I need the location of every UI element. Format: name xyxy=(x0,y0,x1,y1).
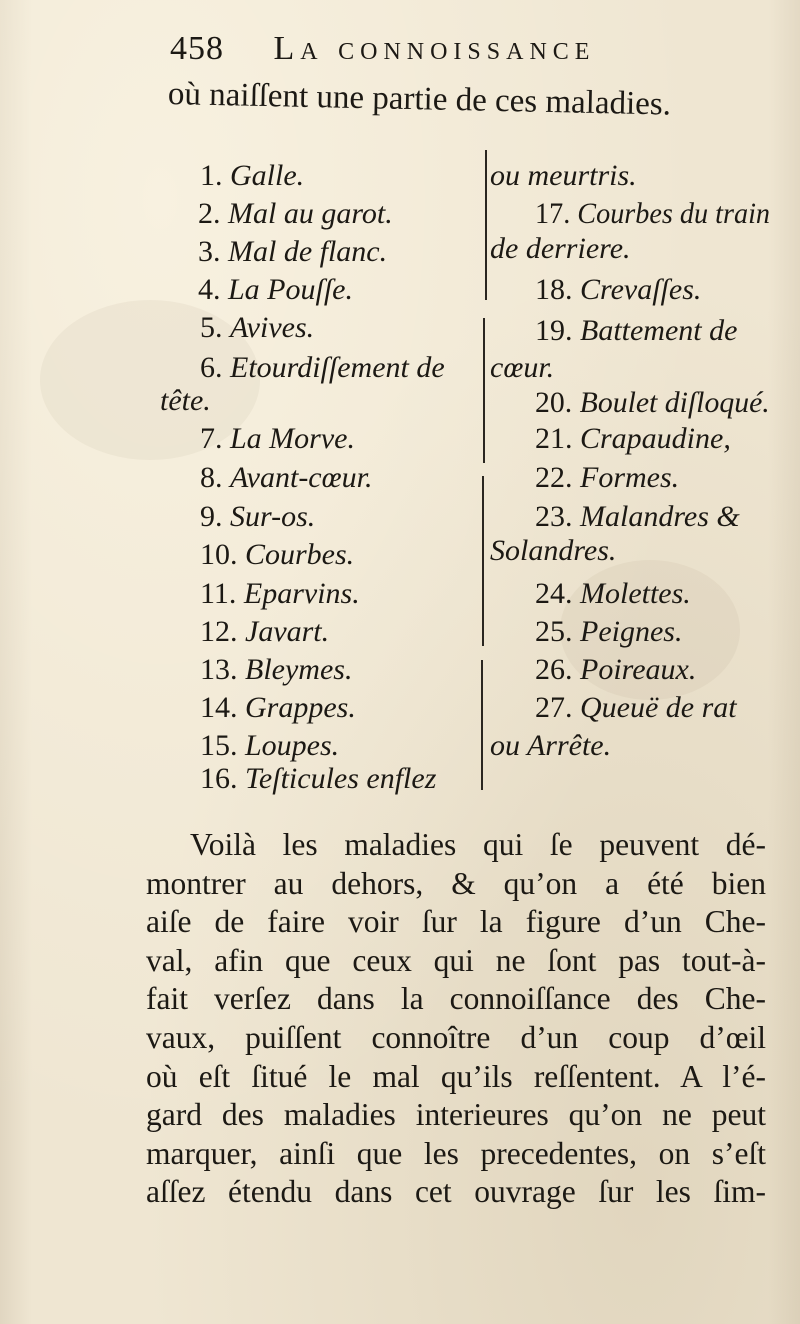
body-paragraph xyxy=(146,826,766,1212)
item-number: 27. xyxy=(535,691,580,724)
paragraph-line: val, afin que ceux qui ne ſont pas tout-à- xyxy=(146,942,766,978)
item-name: Formes. xyxy=(580,461,680,494)
paragraph-line: vaux, puiſſent connoître d’un coup d’œil xyxy=(146,1019,766,1055)
left-list-item xyxy=(200,310,314,346)
left-list-item xyxy=(200,421,355,457)
item-name: Boulet diſloqué. xyxy=(579,386,770,419)
right-list-item xyxy=(535,460,679,496)
item-number: 3. xyxy=(198,235,228,268)
item-name: Battement de xyxy=(580,314,738,347)
item-name: Avives. xyxy=(230,311,315,344)
left-list-item xyxy=(200,499,315,535)
item-name: Avant-cœur. xyxy=(230,461,373,494)
item-number: 22. xyxy=(535,461,580,494)
item-name: Poireaux. xyxy=(580,653,697,686)
item-number: 10. xyxy=(200,538,245,571)
right-list-item xyxy=(535,652,696,688)
right-list-item xyxy=(490,533,616,569)
item-name: La Pouſſe. xyxy=(228,273,353,306)
item-name: Javart. xyxy=(245,615,330,648)
right-list-item xyxy=(535,313,737,349)
left-list-item xyxy=(160,383,211,419)
item-number: 25. xyxy=(535,615,580,648)
running-header xyxy=(170,30,690,68)
item-name: Crapaudine, xyxy=(580,422,731,455)
item-name: Sur-os. xyxy=(230,500,316,533)
item-name: Crevaſſes. xyxy=(580,273,702,306)
item-name: ou Arrête. xyxy=(490,729,612,762)
item-number: 1. xyxy=(200,159,230,192)
left-list-item xyxy=(200,576,360,612)
left-list-item xyxy=(200,537,354,573)
item-name: Grappes. xyxy=(245,691,356,724)
right-list-item xyxy=(535,614,682,650)
item-name: Peignes. xyxy=(580,615,683,648)
paragraph-line: fait verſez dans la connoiſſance des Che- xyxy=(146,981,766,1017)
item-name: Malandres & xyxy=(580,500,740,533)
item-number: 2. xyxy=(198,197,228,230)
running-title: La connoissance xyxy=(273,30,596,67)
item-number: 9. xyxy=(200,500,230,533)
left-list-item xyxy=(198,272,353,308)
right-list-item xyxy=(535,690,737,726)
item-name: Mal de flanc. xyxy=(228,235,388,268)
paragraph-line: marquer, ainſi que les precedentes, on s’eſt xyxy=(146,1135,766,1171)
item-number: 8. xyxy=(200,461,230,494)
page-number: 458 xyxy=(170,30,224,67)
item-number: 11. xyxy=(200,577,244,610)
left-list-item xyxy=(200,652,352,688)
item-name: Etourdiſſement de xyxy=(230,351,445,384)
item-number: 7. xyxy=(200,422,230,455)
column-divider xyxy=(481,660,483,790)
right-list-item xyxy=(535,272,701,308)
item-number: 24. xyxy=(535,577,580,610)
left-list-item xyxy=(198,234,387,270)
right-list-item xyxy=(490,728,611,764)
item-name: La Morve. xyxy=(230,422,355,455)
paragraph-line: Voilà les maladies qui ſe peuvent dé- xyxy=(190,827,766,862)
item-name: ou meurtris. xyxy=(490,159,637,192)
item-number: 12. xyxy=(200,615,245,648)
item-name: Eparvins. xyxy=(243,577,360,610)
item-number: 20. xyxy=(535,386,580,419)
item-number: 5. xyxy=(200,311,230,344)
item-name: Mal au garot. xyxy=(228,197,393,230)
right-list-item xyxy=(490,350,554,386)
item-name: Loupes. xyxy=(245,729,340,762)
right-list-item xyxy=(535,576,691,612)
right-list-item xyxy=(535,421,731,457)
item-number: 6. xyxy=(200,351,230,384)
left-list-item xyxy=(200,158,304,194)
left-list-item xyxy=(198,196,393,232)
item-number: 26. xyxy=(535,653,580,686)
paragraph-line: aſſez étendu dans cet ouvrage ſur les ſim- xyxy=(146,1174,766,1210)
left-list-item xyxy=(200,460,373,496)
left-list-item xyxy=(200,614,329,650)
column-divider xyxy=(483,318,485,463)
column-divider xyxy=(485,150,487,300)
left-list-item xyxy=(200,350,445,386)
item-number: 21. xyxy=(535,422,580,455)
item-name: Solandres. xyxy=(490,534,617,567)
left-list-item xyxy=(200,690,356,726)
paragraph-line: gard des maladies interieures qu’on ne peut xyxy=(146,1097,766,1133)
item-number: 14. xyxy=(200,691,245,724)
right-list-item xyxy=(490,158,637,194)
item-number: 16. xyxy=(200,762,245,795)
paragraph-line: aiſe de faire voir ſur la figure d’un Che- xyxy=(146,904,766,940)
intro-line: où naiſſent une partie de ces maladies. xyxy=(167,76,672,123)
right-list-item xyxy=(535,196,770,232)
paragraph-line: où eſt ſitué le mal qu’ils reſſentent. A l’é- xyxy=(146,1058,766,1094)
item-name: Queuë de rat xyxy=(580,691,737,724)
paragraph-line: montrer au dehors, & qu’on a été bien xyxy=(146,865,766,901)
item-number: 18. xyxy=(535,273,580,306)
right-list-item xyxy=(535,385,770,421)
item-number: 13. xyxy=(200,653,245,686)
item-name: cœur. xyxy=(490,351,555,384)
item-number: 17. xyxy=(535,197,578,230)
item-name: Courbes du train xyxy=(577,197,771,230)
item-name: tête. xyxy=(160,384,211,417)
item-name: Galle. xyxy=(230,159,305,192)
item-name: Bleymes. xyxy=(245,653,353,686)
item-name: de derriere. xyxy=(490,232,631,265)
item-number: 19. xyxy=(535,314,580,347)
item-number: 4. xyxy=(198,273,228,306)
item-name: Courbes. xyxy=(245,538,355,571)
item-number: 23. xyxy=(535,500,580,533)
left-list-item xyxy=(200,728,339,764)
column-divider xyxy=(482,476,484,646)
item-name: Teſticules enflez xyxy=(245,762,437,795)
right-list-item xyxy=(490,231,631,267)
right-list-item xyxy=(535,499,740,535)
left-list-item xyxy=(200,761,436,797)
item-name: Molettes. xyxy=(580,577,691,610)
item-number: 15. xyxy=(200,729,245,762)
